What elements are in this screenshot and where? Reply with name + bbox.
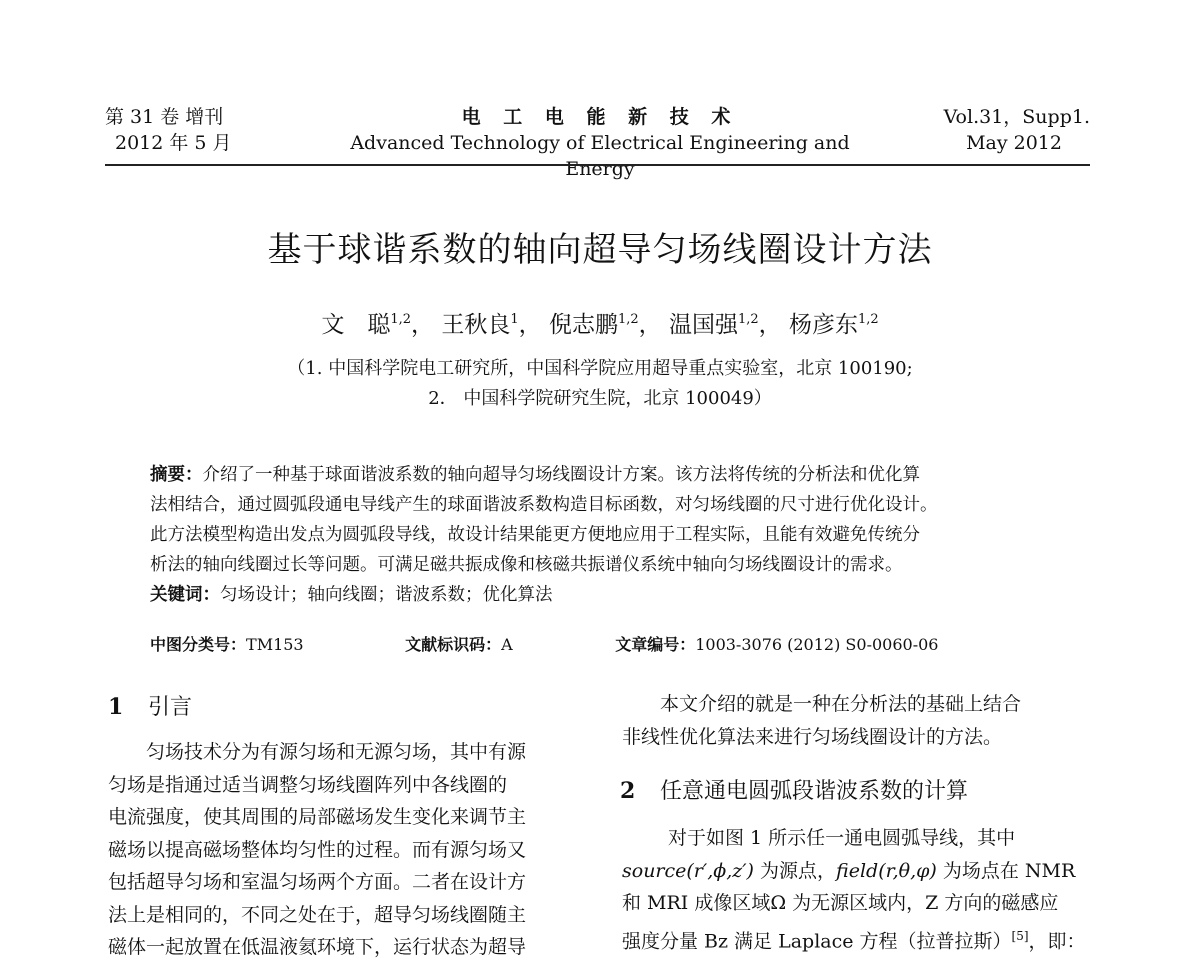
field-expression: field(r,θ,φ) [836,859,937,882]
affiliations [0,354,1200,414]
citation[interactable]: [5] [1011,928,1029,943]
abstract-label: 摘要： [150,465,203,485]
author: 倪志鹏$^{1,2}$ [548,312,639,338]
text-line: 匀场技术分为有源匀场和无源匀场，其中有源 [146,741,527,763]
text-line: 电流强度，使其周围的局部磁场发生变化来调节主 [108,806,527,828]
text-line: source(r′,ϕ,z′) 为源点，field(r,θ,φ) 为场点在 NMR [622,859,1076,882]
section-1-body [108,736,576,964]
header-vol-en: Vol.31，Supp1. [943,106,1090,128]
text-line: 和 MRI 成像区域Ω 为无源区域内，Z 方向的磁感应 [622,892,1059,914]
keywords [150,580,1055,610]
text-line: 磁场以提高磁场整体均匀性的过程。而有源匀场又 [108,838,527,861]
text-line: 法上是相同的，不同之处在于，超导匀场线圈随主 [108,903,527,926]
keywords-label: 关键词： [150,585,220,605]
document-code: 文献标识码：A [405,635,513,654]
text-line: 磁体一起放置在低温液氦环境下，运行状态为超导 [108,936,527,958]
intro-closing-paragraph [622,688,1090,753]
paper-title: 基于球谐系数的轴向超导匀场线圈设计方法 [267,230,933,270]
text-line: 包括超导匀场和室温匀场两个方面。二者在设计方 [108,871,527,893]
abstract-line: 析法的轴向线圈过长等问题。可满足磁共振成像和核磁共振谱仪系统中轴向匀场线圈设计的需求。 [150,555,903,575]
affiliation-1: （1. 中国科学院电工研究所，中国科学院应用超导重点实验室，北京 100190; [287,358,913,379]
journal-name-cn: 电 工 电 能 新 技 术 [461,106,739,128]
header-volume: 第 31 卷 增刊 [105,106,224,128]
classification-info [150,632,938,655]
text-line: 本文介绍的就是一种在分析法的基础上结合 [660,693,1022,715]
journal-name-en: Advanced Technology of Electrical Engineering and Energy [350,132,850,180]
header-rule [105,164,1090,166]
source-expression: source(r′,ϕ,z′) [622,859,754,882]
text-line: 对于如图 1 所示任一通电圆弧导线，其中 [668,827,1016,849]
section-heading-1: 1 引言 [108,694,193,720]
author: 温国强$^{1,2}$ [668,312,759,338]
header-date: 2012 年 5 月 [115,132,232,154]
abstract-line: 法相结合，通过圆弧段通电导线产生的球面谐波系数构造目标函数，对匀场线圈的尺寸进行优化设计。 [150,495,938,515]
article-number: 文章编号：1003-3076 (2012) S0-0060-06 [615,635,939,654]
header-volume-en [944,104,1090,156]
author-list: 文 聪$^{1,2}$， 王秋良$^1$， 倪志鹏$^{1,2}$， 温国强$^{1,2}$， 杨彦东$^{1,2}$ [321,312,879,338]
clc-number: 中图分类号：TM153 [150,635,304,654]
abstract [150,460,1055,610]
section-heading-2: 2 任意通电圆弧段谐波系数的计算 [620,778,969,804]
text-line: 匀场是指通过适当调整匀场线圈阵列中各线圈的 [108,773,508,796]
header-volume-info [105,104,232,156]
author: 文 聪$^{1,2}$ [321,312,412,338]
author: 王秋良$^1$ [441,312,519,338]
journal-name [330,104,870,182]
keywords-value: 匀场设计；轴向线圈；谐波系数；优化算法 [220,585,553,605]
author: 杨彦东$^{1,2}$ [788,312,879,338]
text-line: 强度分量 Bz 满足 Laplace 方程（拉普拉斯）[5]，即： [622,928,1086,952]
text-line: 非线性优化算法来进行匀场线圈设计的方法。 [622,725,1003,748]
abstract-line: 此方法模型构造出发点为圆弧段导线，故设计结果能更方便地应用于工程实际，且能有效避免传统分 [150,525,920,545]
abstract-line: 摘要：介绍了一种基于球面谐波系数的轴向超导匀场线圈设计方案。该方法将传统的分析法和优化算 [150,465,920,485]
header-date-en: May 2012 [966,132,1062,154]
affiliation-2: 2． 中国科学院研究生院，北京 100049） [428,388,772,409]
section-2-body [622,822,1090,957]
